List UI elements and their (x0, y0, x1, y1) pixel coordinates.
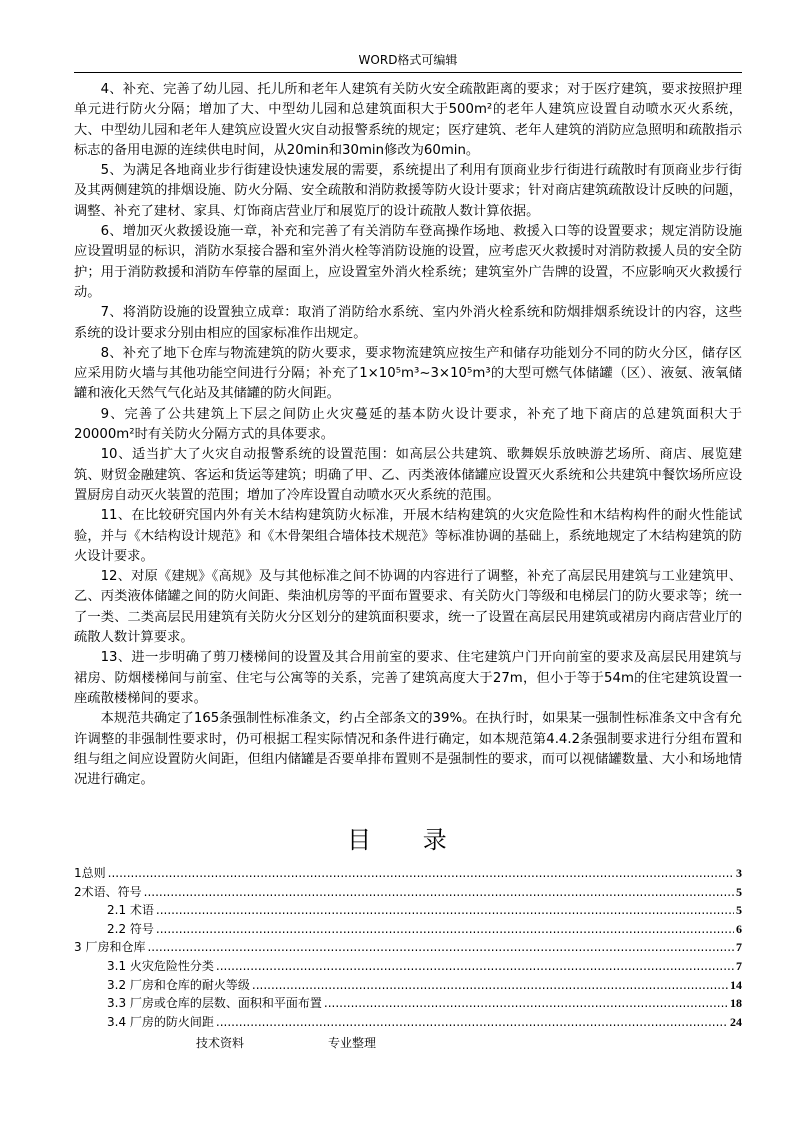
toc-title: 目 录 (347, 826, 469, 854)
toc-entry-label: 3.2 厂房和仓库的耐火等级 (107, 977, 250, 992)
toc-entry-page: 24 (730, 1014, 742, 1029)
toc-leader (324, 994, 728, 1013)
toc-entry-page: 14 (730, 977, 742, 992)
paragraph-10: 10、适当扩大了火灾自动报警系统的设置范围：如高层公共建筑、歌舞娱乐放映游艺场所、商店、展览建筑、财贸金融建筑、客运和货运等建筑；明确了甲、乙、丙类液体储罐应设置灭火系统和公共建筑中餐饮场所应设置厨房自动灭火装置的范围；增加了冷库设置自动喷水灭火系统的范围。 (74, 447, 742, 503)
footer-left-text: 技术资料 (196, 1036, 245, 1050)
toc-entry-page: 5 (736, 884, 742, 899)
toc-entry-label: 3 厂房和仓库 (74, 940, 146, 955)
paragraph-6: 6、增加灭火救援设施一章，补充和完善了有关消防车登高操作场地、救援入口等的设置要求；规定消防设施应设置明显的标识，消防水泵接合器和室外消火栓等消防设施的设置，应考虑灭火救援时对消防救援人员的安全防护；用于消防救援和消防车停靠的屋面上，应设置室外消火栓系统；建筑室外广告牌的设置，不应影响灭火救援行动。 (74, 224, 742, 300)
toc-leader (147, 938, 734, 957)
table-of-contents (74, 864, 742, 1031)
toc-entry-label: 2术语、符号 (74, 884, 142, 899)
toc-leader (144, 883, 734, 902)
toc-leader (216, 957, 734, 976)
toc-entry[interactable] (74, 957, 742, 976)
footer-right-text: 专业整理 (328, 1036, 377, 1050)
toc-entry[interactable] (74, 901, 742, 920)
toc-entry[interactable] (74, 920, 742, 939)
paragraph-9: 9、完善了公共建筑上下层之间防止火灾蔓延的基本防火设计要求，补充了地下商店的总建筑面积大于20000m²时有关防火分隔方式的具体要求。 (74, 406, 742, 443)
paragraph-7: 7、将消防设施的设置独立成章：取消了消防给水系统、室内外消火栓系统和防烟排烟系统设计的内容，这些系统的设计要求分别由相应的国家标准作出规定。 (74, 305, 742, 341)
paragraph-13: 13、进一步明确了剪刀楼梯间的设置及其合用前室的要求、住宅建筑户门开向前室的要求及高层民用建筑与裙房、防烟楼梯间与前室、住宅与公寓等的关系，完善了建筑高度大于27m，但小于等于54m的住宅建筑设置一座疏散楼梯间的要求。 (74, 650, 742, 706)
toc-entry[interactable] (74, 883, 742, 902)
toc-entry-label: 2.2 符号 (107, 921, 154, 936)
toc-entry-label: 1总则 (74, 866, 106, 880)
paragraph-4: 4、补充、完善了幼儿园、托儿所和老年人建筑有关防火安全疏散距离的要求；对于医疗建筑，要求按照护理单元进行防火分隔；增加了大、中型幼儿园和总建筑面积大于500m²的老年人建筑应设置自动喷水灭火系统，大、中型幼儿园和老年人建筑应设置火灾自动报警系统的规定；医疗建筑、老年人建筑的消防应急照明和疏散指示标志的备用电源的连续供电时间，从20min和30min修改为60min。 (74, 82, 742, 158)
toc-leader (252, 976, 728, 995)
toc-entry-page: 6 (736, 921, 742, 936)
page-header (74, 52, 742, 73)
toc-leader (108, 864, 734, 883)
body-text (74, 80, 742, 790)
paragraph-12: 12、对原《建规》《高规》及与其他标准之间不协调的内容进行了调整，补充了高层民用建筑与工业建筑甲、乙、丙类液体储罐之间的防火间距、柴油机房等的平面布置要求、有关防火门等级和电梯层门的防火要求等；统一了一类、二类高层民用建筑有关防火分区划分的建筑面积要求，统一了设置在高层民用建筑或裙房内商店营业厅的疏散人数计算要求。 (74, 569, 742, 646)
toc-entry-label: 2.1 术语 (107, 903, 154, 918)
toc-entry-page: 7 (736, 940, 742, 955)
toc-entry[interactable] (74, 1013, 742, 1032)
paragraph-5: 5、为满足各地商业步行街建设快速发展的需要，系统提出了利用有顶商业步行街进行疏散时有顶商业步行街及其两侧建筑的排烟设施、防火分隔、安全疏散和消防救援等防火设计要求；针对商店建筑疏散设计反映的问题，调整、补充了建材、家具、灯饰商店营业厅和展览厅的设计疏散人数计算依据。 (74, 163, 742, 219)
toc-entry-label: 3.1 火灾危险性分类 (107, 958, 214, 973)
toc-entry[interactable] (74, 864, 742, 883)
toc-leader (156, 901, 734, 920)
toc-entry-page: 18 (730, 996, 742, 1011)
toc-entry-page: 7 (736, 958, 742, 973)
toc-entry-page: 5 (736, 903, 742, 918)
paragraph-summary: 本规范共确定了165条强制性标准条文，约占全部条文的39%。在执行时，如果某一强制性标准条文中含有允许调整的非强制性要求时，仍可根据工程实际情况和条件进行确定，如本规范第4.4.2条强制要求进行分组布置和组与组之间应设置防火间距，但组内储罐是否要单排布置则不是强制性的要求，而可以视储罐数量、大小和场地情况进行确定。 (74, 711, 742, 788)
paragraph-8: 8、补充了地下仓库与物流建筑的防火要求，要求物流建筑应按生产和储存功能划分不同的防火分区，储存区应采用防火墙与其他功能空间进行分隔；补充了1×10⁵m³~3×10⁵m³的大型可燃气体储罐（区）、液氨、液氧储罐和液化天然气气化站及其储罐的防火间距。 (74, 345, 742, 402)
toc-entry[interactable] (74, 976, 742, 995)
paragraph-11: 11、在比较研究国内外有关木结构建筑防火标准，开展木结构建筑的火灾危险性和木结构构件的耐火性能试验，并与《木结构设计规范》和《木骨架组合墙体技术规范》等标准协调的基础上，系统地规定了木结构建筑的防火设计要求。 (74, 508, 742, 564)
toc-leader (216, 1013, 728, 1032)
header-text: WORD格式可编辑 (358, 53, 458, 67)
toc-leader (156, 920, 734, 939)
toc-entry-page: 3 (736, 866, 742, 880)
toc-entry-label: 3.4 厂房的防火间距 (107, 1014, 214, 1029)
toc-entry[interactable] (74, 938, 742, 957)
toc-entry-label: 3.3 厂房或仓库的层数、面积和平面布置 (107, 996, 322, 1011)
toc-entry[interactable] (74, 994, 742, 1013)
